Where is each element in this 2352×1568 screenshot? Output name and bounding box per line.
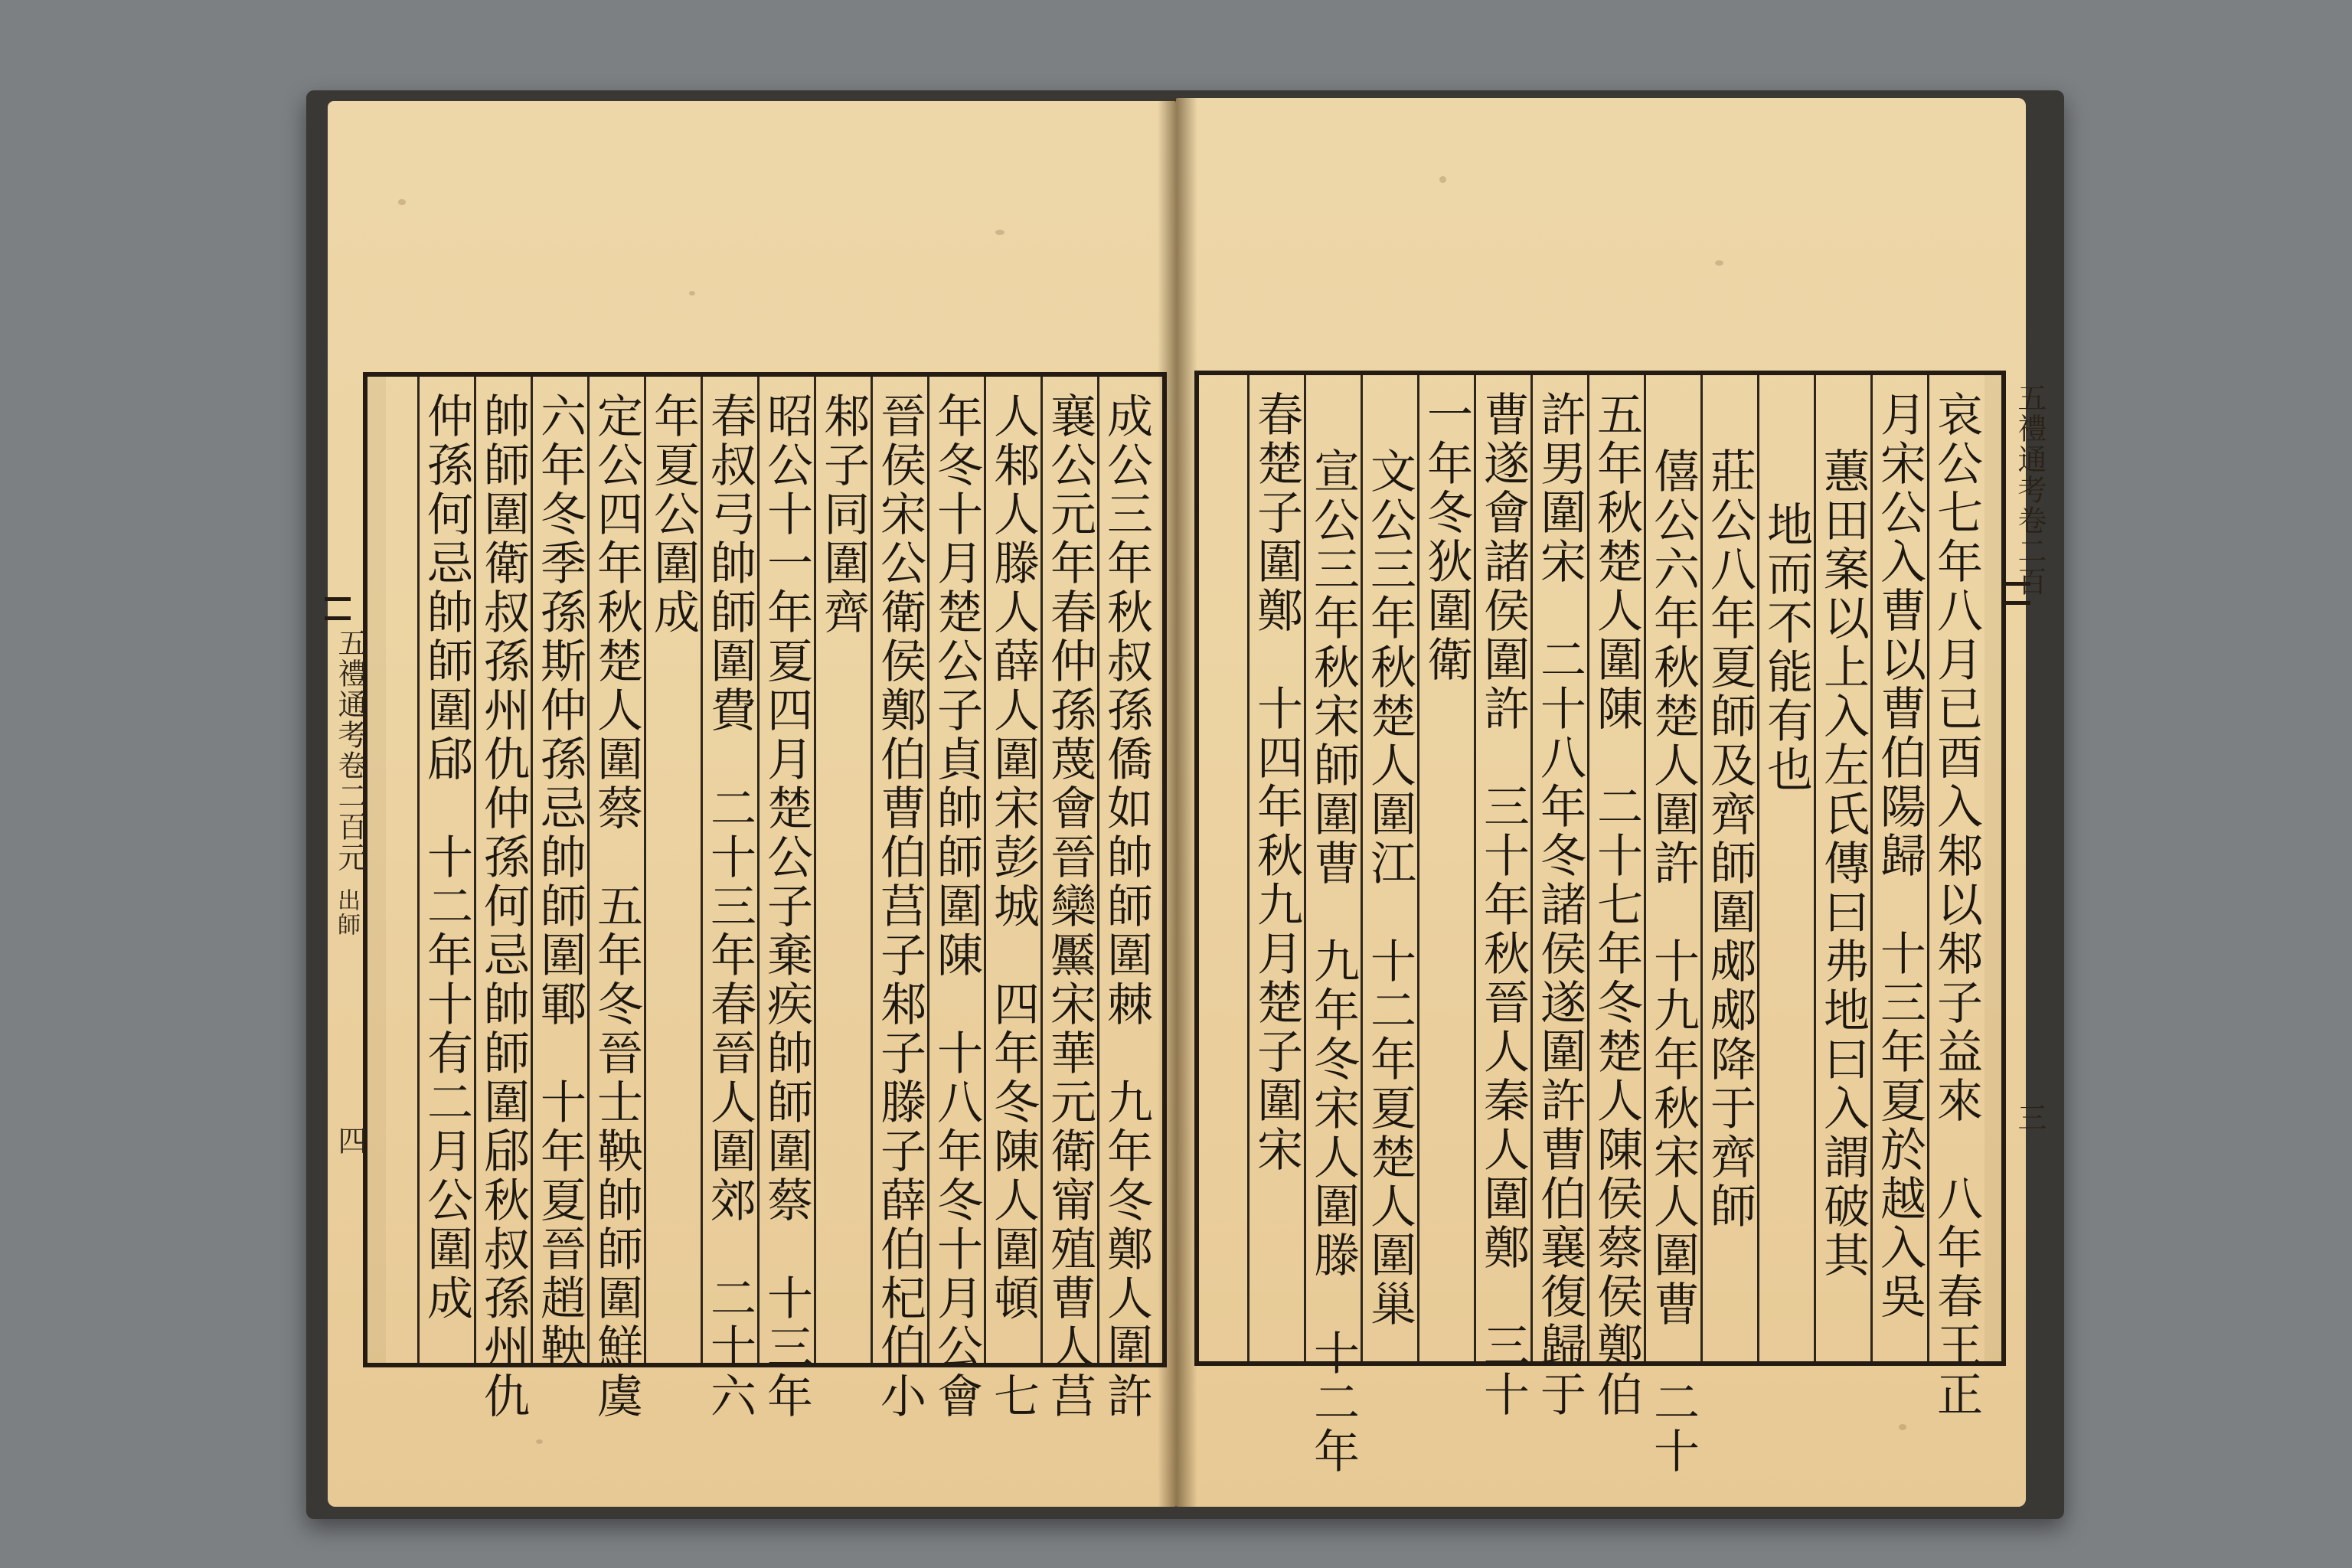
column-text: 春叔弓帥師圍費 二十三年春晉人圍郊 二十六 — [703, 392, 756, 1421]
left-text-frame — [363, 372, 1167, 1421]
fold-page-number: 四 — [333, 1125, 367, 1156]
left-columns — [363, 372, 1167, 1421]
fold-page-number: 三 — [2013, 1102, 2047, 1133]
column-text: 一年冬狄圍衛 — [1419, 390, 1473, 684]
column-text: 六年冬季孫斯仲孫忌帥師圍鄆 十年夏晉趙鞅 — [533, 392, 586, 1372]
column-text: 月宋公入曹以曹伯陽歸 十三年夏於越入吳 — [1873, 390, 1926, 1321]
column-text: 地而不能有也 — [1759, 501, 1813, 795]
column-text: 仲孫何忌帥師圍郈 十二年十有二月公圍成 — [420, 392, 473, 1323]
column-text: 晉侯宋公衛侯鄭伯曹伯莒子邾子滕子薛伯杞伯小 — [873, 392, 926, 1421]
column-text: 蕙田案以上入左氏傳曰弗地曰入謂破其 — [1816, 447, 1870, 1280]
paper-speck — [995, 230, 1004, 235]
column-text: 五年秋楚人圍陳 二十七年冬楚人陳侯蔡侯鄭伯 — [1589, 390, 1643, 1419]
right-text-frame — [1194, 371, 2006, 1476]
column-text: 哀公七年八月已酉入邾以邾子益來 八年春王正 — [1929, 390, 1983, 1419]
column-text: 僖公六年秋楚人圍許 十九年秋宋人圍曹 二十 — [1646, 447, 1700, 1476]
fold-fishtail-mark — [325, 597, 351, 620]
column-text: 昭公十一年夏四月楚公子棄疾帥師圍蔡 十三年 — [760, 392, 813, 1421]
right-columns — [1194, 371, 2006, 1476]
paper-speck — [1439, 176, 1446, 183]
column-text: 許男圍宋 二十八年冬諸侯遂圍許曹伯襄復歸于 — [1533, 390, 1586, 1419]
column-text: 年冬十月楚公子貞帥師圍陳 十八年冬十月公會 — [929, 392, 983, 1421]
column-text: 春楚子圍鄭 十四年秋九月楚子圍宋 — [1250, 390, 1303, 1174]
column-text: 年夏公圍成 — [646, 392, 700, 637]
frame-border — [1194, 371, 2006, 1476]
paper-speck — [536, 1439, 543, 1444]
fold-section: 出師 — [333, 888, 360, 937]
paper-speck — [1899, 1424, 1906, 1430]
column-text: 曹遂會諸侯圍許 三十年秋晉人秦人圍鄭 三十 — [1476, 390, 1530, 1419]
column-text: 宣公三年秋宋師圍曹 九年冬宋人圍滕 十二年 — [1306, 447, 1360, 1476]
column-text: 邾子同圍齊 — [816, 392, 870, 637]
frame-border — [363, 372, 1167, 1421]
column-text: 莊公八年夏師及齊師圍郕郕降于齊師 — [1703, 447, 1756, 1231]
fold-title: 五禮通考卷二百元 — [333, 628, 367, 873]
column-text: 襄公元年春仲孫蔑會晉欒黶宋華元衛甯殖曹人莒 — [1043, 392, 1096, 1421]
paper-speck — [689, 291, 695, 296]
column-text: 定公四年秋楚人圍蔡 五年冬晉士鞅帥師圍鮮虞 — [590, 392, 643, 1421]
column-text: 文公三年秋楚人圍江 十二年夏楚人圍巢 — [1363, 447, 1416, 1329]
paper-speck — [398, 199, 406, 205]
fold-title: 五禮通考卷二百 — [2013, 383, 2047, 597]
paper-speck — [1715, 260, 1723, 266]
column-text: 人邾人滕人薛人圍宋彭城 四年冬陳人圍頓 七 — [986, 392, 1040, 1421]
column-text: 成公三年秋叔孫僑如帥師圍棘 九年冬鄭人圍許 — [1099, 392, 1153, 1421]
column-text: 帥師圍衛叔孫州仇仲孫何忌帥師圍郈秋叔孫州仇 — [476, 392, 530, 1421]
